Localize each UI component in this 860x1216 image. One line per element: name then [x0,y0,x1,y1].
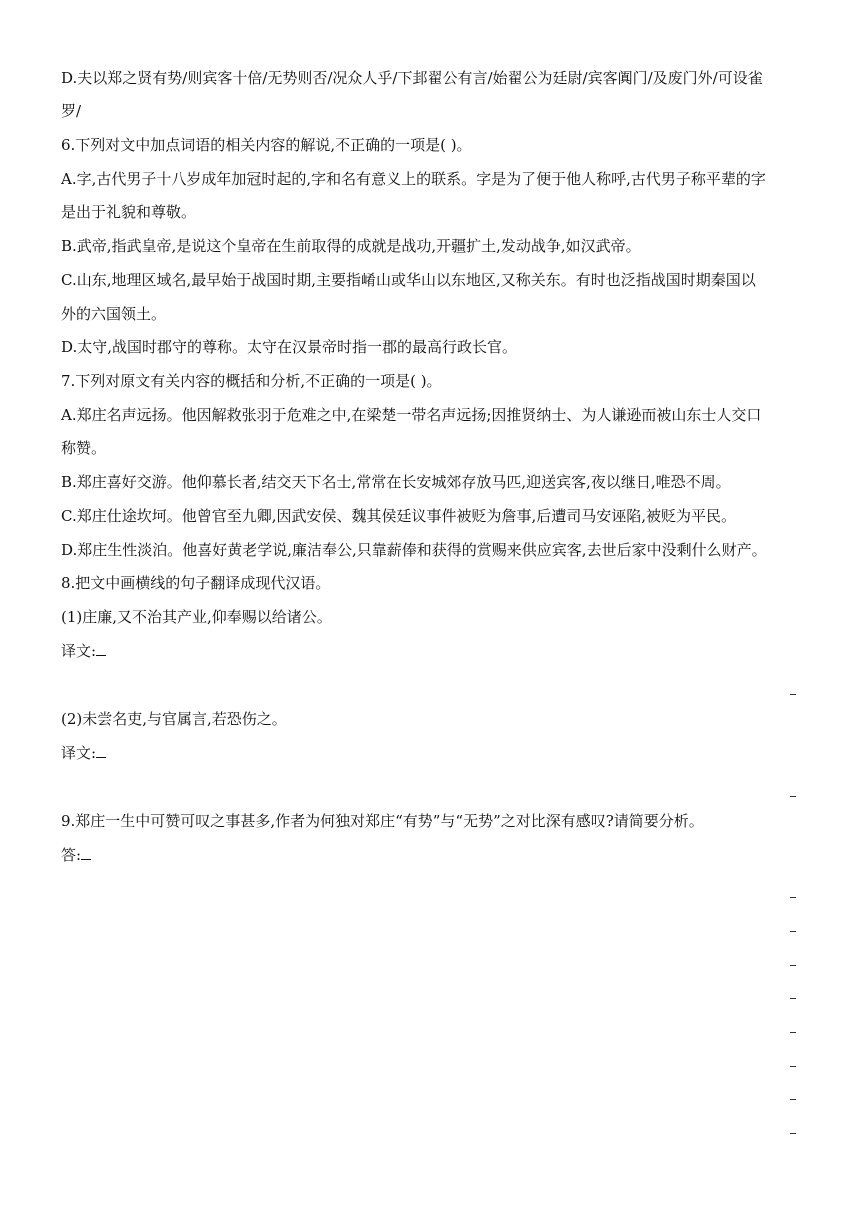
q6-option-b [61,236,802,256]
text: A.郑庄名声远扬。他因解救张羽于危难之中,在梁楚一带名声远扬;因推贤纳士、为人谦逊而被山东士人交口 [61,406,762,424]
q6-option-d [61,337,802,357]
label: 译文: [61,744,97,762]
q9-answer [61,845,802,865]
option-d-line-1 [61,68,802,88]
text: D.夫以郑之贤有势/则宾客十倍/无势则否/况众人乎/下邽翟公有言/始翟公为廷尉/宾客阗门/及废门外/可设雀 [61,69,763,87]
q8-translation-1 [61,641,802,661]
text: 9.郑庄一生中可赞可叹之事甚多,作者为何独对郑庄“有势”与“无势”之对比深有感叹?请简要分析。 [61,812,704,830]
question-9 [61,811,802,831]
question-7 [61,371,802,391]
answer-line-end-mark [790,1133,796,1134]
answer-line-end-mark [790,1099,796,1100]
text: B.武帝,指武皇帝,是说这个皇帝在生前取得的成就是战功,开疆扩土,发动战争,如汉武帝。 [61,237,641,255]
answer-line-end-mark [790,897,796,898]
text: D.郑庄生性淡泊。他喜好黄老学说,廉洁奉公,只靠薪俸和获得的赏赐来供应宾客,去世后家中没剩什么财产。 [61,541,767,559]
answer-blank[interactable] [96,641,106,656]
q7-option-b [61,472,802,492]
option-d-line-2 [61,101,802,121]
q8-sentence-1 [61,607,802,627]
q7-option-c [61,506,802,526]
question-8 [61,573,802,593]
label: 译文: [61,642,97,660]
answer-line-end-mark [790,998,796,999]
q7-option-a-line-2 [61,438,802,458]
q6-option-c-line-1 [61,270,802,290]
text: C.郑庄仕途坎坷。他曾官至九卿,因武安侯、魏其侯廷议事件被贬为詹事,后遭司马安诬陷,被贬为平民。 [61,507,737,525]
text: C.山东,地理区域名,最早始于战国时期,主要指崤山或华山以东地区,又称关东。有时也泛指战国时期秦国以 [61,271,756,289]
answer-blank[interactable] [81,845,91,860]
answer-line-end-mark [790,965,796,966]
text: (1)庄廉,又不治其产业,仰奉赐以给诸公。 [61,608,332,626]
answer-line-end-mark [790,1032,796,1033]
text: 罗/ [61,102,82,120]
q8-translation-2 [61,743,802,763]
text: 外的六国领土。 [61,305,167,323]
q8-sentence-2 [61,709,802,729]
text: (2)未尝名吏,与官属言,若恐伤之。 [61,710,287,728]
text: 7.下列对原文有关内容的概括和分析,不正确的一项是( )。 [61,372,442,390]
text: 8.把文中画横线的句子翻译成现代汉语。 [61,574,331,592]
answer-line-end-mark [790,931,796,932]
text: A.字,古代男子十八岁成年加冠时起的,字和名有意义上的联系。字是为了便于他人称呼,古代男子称平辈的字 [61,170,766,188]
label: 答: [61,846,82,864]
q6-option-a-line-1 [61,169,802,189]
question-6 [61,135,802,155]
text: D.太守,战国时郡守的尊称。太守在汉景帝时指一郡的最高行政长官。 [61,338,518,356]
text: B.郑庄喜好交游。他仰慕长者,结交天下名士,常常在长安城郊存放马匹,迎送宾客,夜以继日,唯恐不周。 [61,473,731,491]
q7-option-a-line-1 [61,405,802,425]
answer-line-end-mark [790,1066,796,1067]
text: 称赞。 [61,439,107,457]
q6-option-a-line-2 [61,202,802,222]
q7-option-d [61,540,802,560]
text: 6.下列对文中加点词语的相关内容的解说,不正确的一项是( )。 [61,136,472,154]
text: 是出于礼貌和尊敬。 [61,203,197,221]
q6-option-c-line-2 [61,304,802,324]
answer-line-end-mark [790,694,796,695]
answer-line-end-mark [790,796,796,797]
answer-blank[interactable] [96,743,106,758]
